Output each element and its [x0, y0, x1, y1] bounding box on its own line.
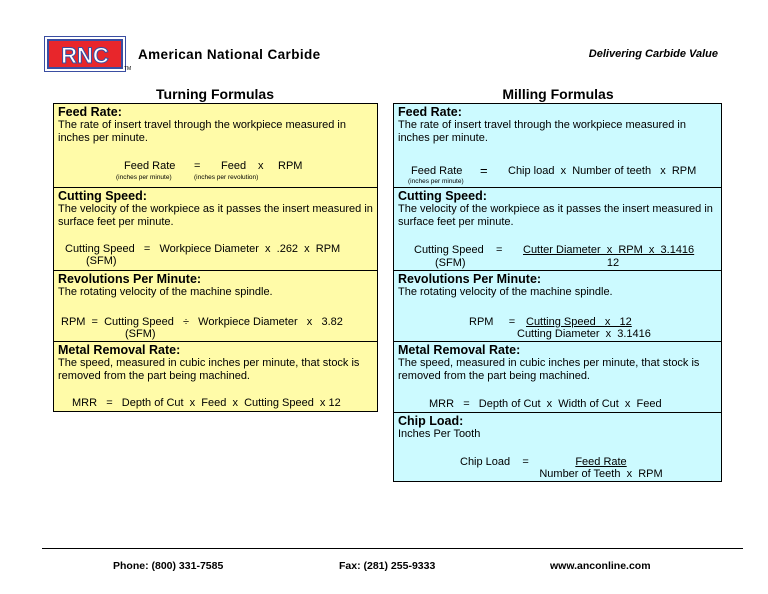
milling-rpm-desc: The rotating velocity of the machine spindle.	[398, 286, 613, 298]
milling-mrr-block	[394, 342, 721, 413]
milling-mrr-formula: MRR = Depth of Cut x Width of Cut x Feed	[429, 398, 662, 410]
milling-cutting-speed-heading: Cutting Speed:	[398, 189, 487, 203]
footer-website-link[interactable]: www.anconline.com	[550, 560, 651, 572]
turning-cutting-speed-unit: (SFM)	[86, 255, 117, 267]
turning-feed-rate-desc: The rate of insert travel through the workpiece measured in inches per minute.	[58, 119, 346, 144]
milling-feed-rate-block	[394, 104, 721, 188]
turning-cutting-speed-heading: Cutting Speed:	[58, 189, 147, 203]
turning-feed-rate-eq: =	[194, 160, 201, 172]
turning-feed-rate-op: x	[258, 160, 264, 172]
turning-feed-rate-term2: RPM	[278, 160, 303, 172]
company-name: American National Carbide	[138, 47, 321, 62]
footer-divider	[42, 548, 743, 549]
turning-rpm-formula: RPM = Cutting Speed ÷ Workpiece Diameter x 3.82	[61, 316, 343, 328]
turning-cutting-speed-block	[54, 188, 377, 271]
turning-mrr-heading: Metal Removal Rate:	[58, 343, 181, 357]
footer-fax: Fax: (281) 255-9333	[339, 560, 436, 572]
turning-rpm-block	[54, 271, 377, 342]
milling-cutting-speed-lhs: Cutting Speed =	[414, 244, 503, 256]
milling-cutting-speed-block	[394, 188, 721, 271]
milling-rpm-heading: Revolutions Per Minute:	[398, 272, 542, 286]
milling-rpm-denominator: Cutting Diameter x 3.1416	[517, 328, 651, 340]
turning-feed-rate-heading: Feed Rate:	[58, 105, 122, 119]
turning-mrr-desc: The speed, measured in cubic inches per minute, that stock is removed from the part being machined.	[58, 357, 360, 382]
turning-feed-rate-note1: (inches per minute)	[116, 174, 172, 181]
turning-feed-rate-term1: Feed	[221, 160, 247, 172]
milling-cutting-speed-desc: The velocity of the workpiece as it passes the insert measured in surface feet per minute.	[398, 203, 713, 228]
turning-title: Turning Formulas	[156, 86, 274, 102]
turning-feed-rate-note2: (inches per revolution)	[194, 174, 259, 181]
trademark-mark: TM	[124, 66, 132, 72]
turning-cutting-speed-formula: Cutting Speed = Workpiece Diameter x .262 x RPM	[65, 243, 341, 255]
milling-rpm-numerator: Cutting Speed x 12	[526, 316, 632, 328]
turning-cutting-speed-desc: The velocity of the workpiece as it passes the insert measured in surface feet per minute.	[58, 203, 373, 228]
turning-feed-rate-lhs: Feed Rate	[124, 160, 176, 172]
turning-rpm-desc: The rotating velocity of the machine spindle.	[58, 286, 273, 298]
turning-feed-rate-block	[54, 104, 377, 188]
milling-feed-rate-heading: Feed Rate:	[398, 105, 462, 119]
footer-phone: Phone: (800) 331-7585	[113, 560, 224, 572]
milling-rpm-block	[394, 271, 721, 342]
turning-formulas-panel	[53, 103, 378, 412]
milling-cutting-speed-denominator: 12	[606, 257, 620, 269]
milling-rpm-lhs: RPM =	[469, 316, 516, 328]
turning-rpm-heading: Revolutions Per Minute:	[58, 272, 202, 286]
milling-feed-rate-desc: The rate of insert travel through the workpiece measured in inches per minute.	[398, 119, 686, 144]
milling-feed-rate-rhs: Chip load x Number of teeth x RPM	[508, 165, 697, 177]
turning-mrr-block	[54, 342, 377, 413]
milling-feed-rate-lhs: Feed Rate	[411, 165, 463, 177]
milling-chip-load-block	[394, 413, 721, 481]
tagline: Delivering Carbide Value	[588, 48, 718, 60]
milling-mrr-desc: The speed, measured in cubic inches per minute, that stock is removed from the part being machined.	[398, 357, 700, 382]
turning-rpm-unit: (SFM)	[125, 328, 156, 340]
milling-mrr-heading: Metal Removal Rate:	[398, 343, 521, 357]
milling-chip-load-heading: Chip Load:	[398, 414, 464, 428]
milling-chip-load-denominator: Number of Teeth x RPM	[539, 468, 663, 480]
milling-feed-rate-eq: =	[480, 163, 488, 178]
company-logo	[44, 36, 126, 72]
milling-chip-load-desc: Inches Per Tooth	[398, 428, 481, 440]
logo-lettering: RNC	[61, 43, 109, 68]
milling-cutting-speed-numerator: Cutter Diameter x RPM x 3.1416	[523, 244, 695, 256]
milling-feed-rate-note: (inches per minute)	[408, 178, 464, 185]
milling-formulas-panel	[393, 103, 722, 482]
turning-mrr-formula: MRR = Depth of Cut x Feed x Cutting Speed x 12	[72, 397, 341, 409]
milling-title: Milling Formulas	[502, 86, 614, 102]
milling-cutting-speed-unit: (SFM)	[435, 257, 466, 269]
milling-chip-load-lhs: Chip Load =	[460, 456, 529, 468]
milling-chip-load-numerator: Feed Rate	[575, 456, 627, 468]
